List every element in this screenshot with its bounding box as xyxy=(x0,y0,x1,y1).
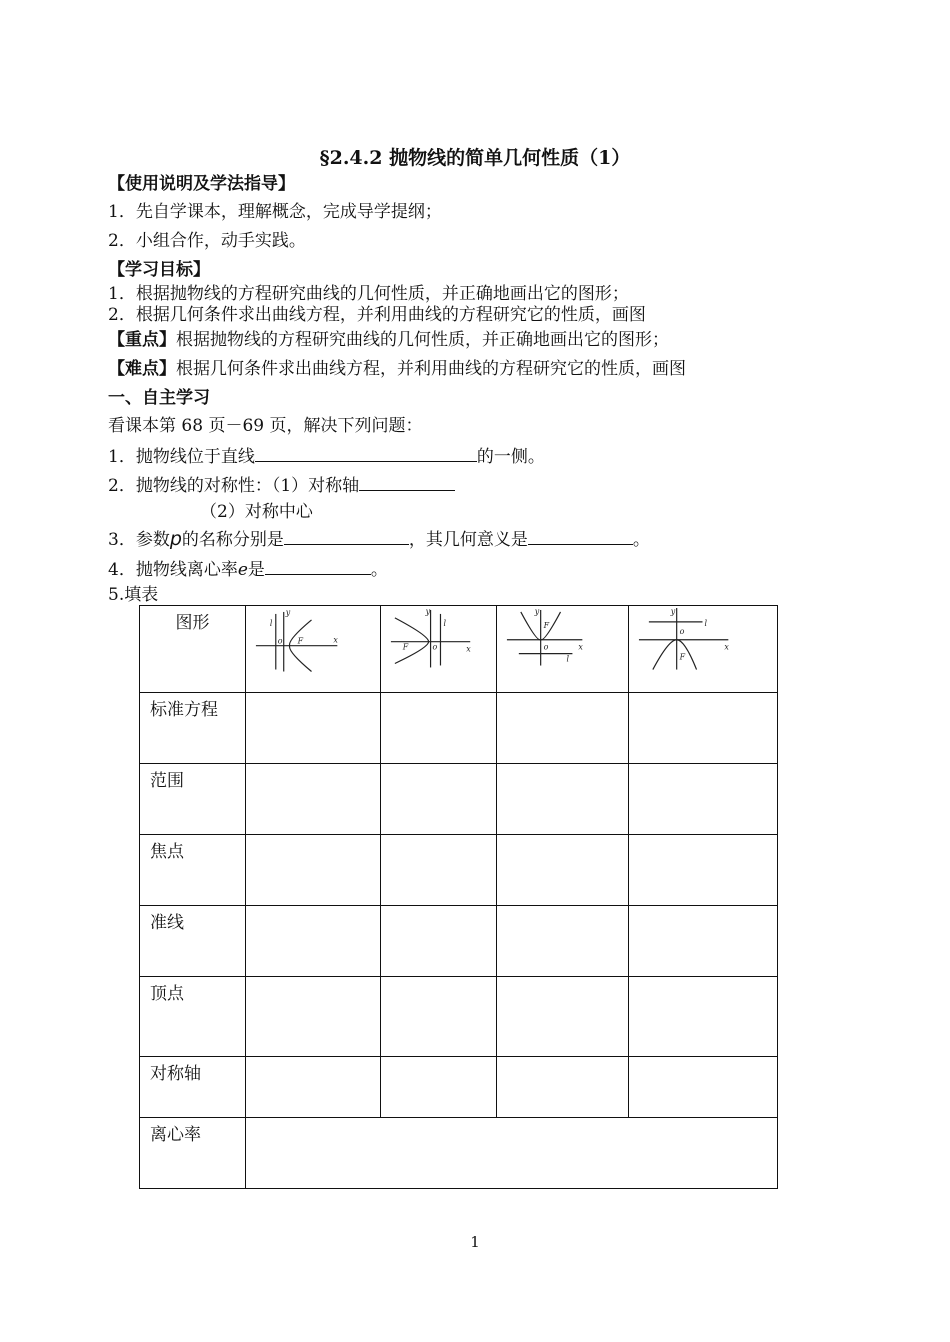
table-cell[interactable] xyxy=(497,693,629,764)
table-cell[interactable] xyxy=(246,693,381,764)
q3-name-blank[interactable] xyxy=(284,527,409,545)
svg-text:x: x xyxy=(578,642,583,652)
svg-text:l: l xyxy=(269,618,273,628)
table-cell[interactable] xyxy=(246,1057,381,1118)
table-row xyxy=(140,1057,778,1118)
row-label-axis: 对称轴 xyxy=(140,1057,246,1118)
table-cell[interactable] xyxy=(497,835,629,906)
table-cell[interactable] xyxy=(629,1057,778,1118)
table-cell-eccentricity[interactable] xyxy=(246,1118,778,1189)
figure-cell-down-opening xyxy=(629,606,778,693)
svg-text:F: F xyxy=(402,642,409,652)
table-row-figures xyxy=(140,606,778,693)
svg-text:y: y xyxy=(425,606,431,616)
intro-text: 看课本第 68 页－69 页，解决下列问题： xyxy=(108,416,423,436)
question-1: 1．抛物线位于直线 的一侧。 xyxy=(108,444,545,468)
row-label-focus: 焦点 xyxy=(140,835,246,906)
key-point-text: 根据抛物线的方程研究曲线的几何性质，并正确地画出它的图形； xyxy=(176,330,669,350)
table-header-label: 图形 xyxy=(140,606,246,693)
row-label-directrix: 准线 xyxy=(140,906,246,977)
goals-item-1: 1．根据抛物线的方程研究曲线的几何性质，并正确地画出它的图形； xyxy=(108,284,629,304)
q1-blank[interactable] xyxy=(255,444,477,462)
table-cell[interactable] xyxy=(497,977,629,1057)
table-row xyxy=(140,835,778,906)
question-4: 4．抛物线离心率e是 。 xyxy=(108,557,388,581)
table-cell[interactable] xyxy=(381,906,497,977)
figure-cell-up-opening xyxy=(497,606,629,693)
usage-item-1: 1．先自学课本，理解概念，完成导学提纲； xyxy=(108,202,442,222)
table-cell[interactable] xyxy=(629,977,778,1057)
svg-text:l: l xyxy=(566,654,570,664)
row-label-range: 范围 xyxy=(140,764,246,835)
table-cell[interactable] xyxy=(629,764,778,835)
table-cell[interactable] xyxy=(629,693,778,764)
table-cell[interactable] xyxy=(381,1057,497,1118)
key-point-label: 【重点】 xyxy=(108,330,176,350)
goals-item-2: 2．根据几何条件求出曲线方程，并利用曲线的方程研究它的性质，画图 xyxy=(108,305,646,325)
row-label-vertex: 顶点 xyxy=(140,977,246,1057)
usage-item-2: 2．小组合作，动手实践。 xyxy=(108,231,306,251)
table-row xyxy=(140,764,778,835)
section1-heading: 一、自主学习 xyxy=(108,388,210,408)
table-cell[interactable] xyxy=(246,906,381,977)
svg-text:o: o xyxy=(432,642,438,652)
table-cell[interactable] xyxy=(381,977,497,1057)
table-cell[interactable] xyxy=(497,764,629,835)
figure-cell-right-opening xyxy=(246,606,381,693)
svg-text:o: o xyxy=(543,642,549,652)
svg-text:F: F xyxy=(297,636,304,646)
table-cell[interactable] xyxy=(246,977,381,1057)
fill-table xyxy=(139,605,778,1189)
svg-text:x: x xyxy=(333,635,338,645)
table-cell[interactable] xyxy=(629,835,778,906)
usage-heading: 【使用说明及学法指导】 xyxy=(108,174,295,194)
difficult-point-label: 【难点】 xyxy=(108,359,176,379)
svg-text:y: y xyxy=(285,607,291,617)
svg-text:l: l xyxy=(443,618,446,628)
svg-text:y: y xyxy=(670,606,676,616)
p-variable: p xyxy=(169,528,182,550)
question-5: 5.填表 xyxy=(108,585,159,605)
table-cell[interactable] xyxy=(497,1057,629,1118)
q4-blank[interactable] xyxy=(265,557,371,575)
question-3: 3．参数p的名称分别是 ，其几何意义是 。 xyxy=(108,528,650,550)
svg-text:x: x xyxy=(466,644,471,654)
e-variable: e xyxy=(237,560,248,580)
table-cell[interactable] xyxy=(381,693,497,764)
table-row xyxy=(140,1118,778,1189)
svg-text:o: o xyxy=(679,626,685,636)
svg-text:l: l xyxy=(704,618,708,628)
table-cell[interactable] xyxy=(497,906,629,977)
parabola-left-opening-figure xyxy=(381,606,496,687)
key-point xyxy=(108,329,669,351)
parabola-up-opening-figure xyxy=(497,606,628,687)
svg-text:x: x xyxy=(724,642,729,652)
table-row xyxy=(140,693,778,764)
svg-text:F: F xyxy=(679,652,686,662)
svg-text:F: F xyxy=(543,620,550,630)
row-label-eccentricity: 离心率 xyxy=(140,1118,246,1189)
figure-cell-left-opening xyxy=(381,606,497,693)
q3-meaning-blank[interactable] xyxy=(528,527,633,545)
page-number: 1 xyxy=(470,1233,480,1251)
page-title: §2.4.2 抛物线的简单几何性质（1） xyxy=(319,147,631,169)
parabola-down-opening-figure xyxy=(629,606,777,687)
goals-heading: 【学习目标】 xyxy=(108,260,210,280)
svg-text:o: o xyxy=(277,636,283,646)
parabola-right-opening-figure xyxy=(246,606,380,687)
svg-text:y: y xyxy=(534,606,540,616)
table-row xyxy=(140,906,778,977)
table-cell[interactable] xyxy=(381,835,497,906)
difficult-point xyxy=(108,358,686,380)
q2-axis-blank[interactable] xyxy=(359,473,455,491)
table-cell[interactable] xyxy=(381,764,497,835)
question-2-center: （2）对称中心 xyxy=(200,502,313,522)
table-cell[interactable] xyxy=(246,764,381,835)
question-2: 2．抛物线的对称性：（1）对称轴 xyxy=(108,473,455,497)
row-label-equation: 标准方程 xyxy=(140,693,246,764)
table-cell[interactable] xyxy=(629,906,778,977)
table-row xyxy=(140,977,778,1057)
difficult-point-text: 根据几何条件求出曲线方程，并利用曲线的方程研究它的性质，画图 xyxy=(176,359,686,379)
table-cell[interactable] xyxy=(246,835,381,906)
